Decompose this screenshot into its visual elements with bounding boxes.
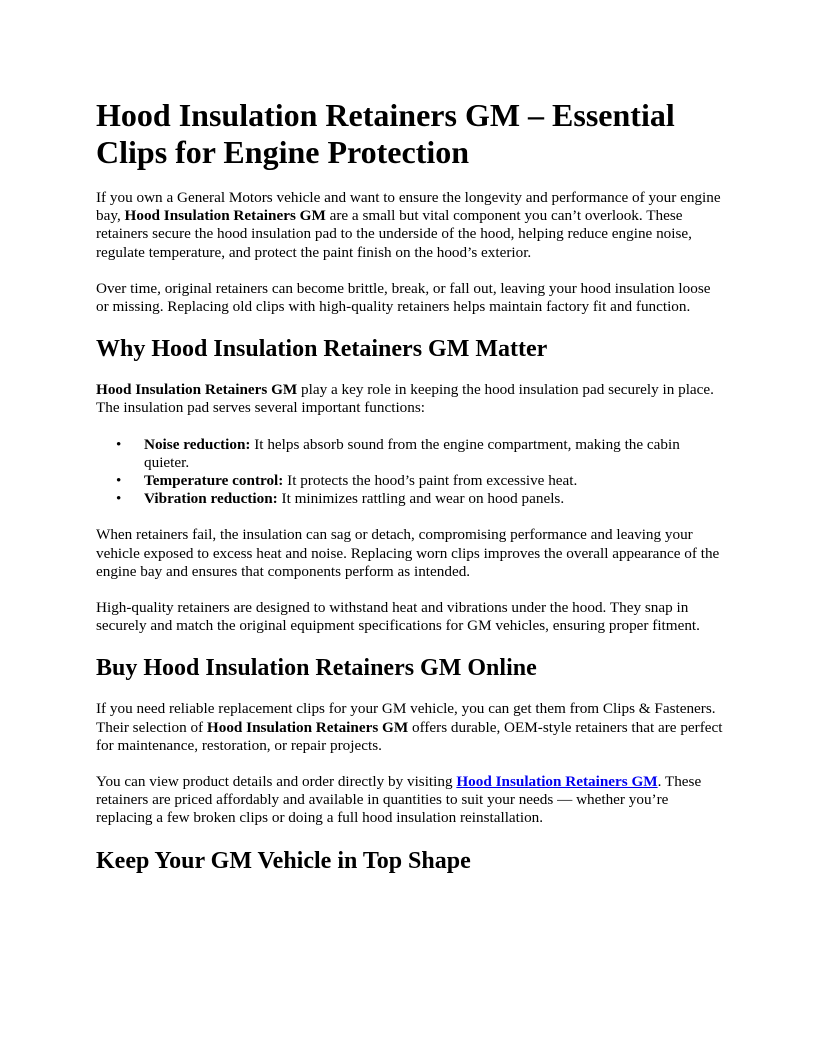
list-item-label: Vibration reduction:: [144, 490, 278, 508]
list-item: [96, 472, 726, 490]
buy-text-2: offers durable, OEM-style retainers that are perfect for maintenance, restoration, or repair projects.: [96, 718, 723, 754]
intro-paragraph-1: [96, 189, 726, 262]
benefits-list: [96, 436, 726, 509]
buy-paragraph-1: [96, 700, 726, 755]
list-item-text: It helps absorb sound from the engine compartment, making the cabin quieter.: [144, 435, 680, 471]
section-heading-keep: Keep Your GM Vehicle in Top Shape: [96, 847, 471, 874]
list-item: [96, 490, 726, 508]
why-paragraph-3: High-quality retainers are designed to withstand heat and vibrations under the hood. They snap in securely and match the original equipment specifications for GM vehicles, ensuring proper fitment.: [96, 599, 700, 635]
buy-text-3: You can view product details and order directly by visiting: [96, 773, 457, 791]
section-heading-why: Why Hood Insulation Retainers GM Matter: [96, 336, 548, 363]
buy-paragraph-2: [96, 773, 726, 828]
why-paragraph-1: [96, 381, 726, 417]
bullet-icon: •: [116, 435, 122, 453]
list-item-text: It protects the hood’s paint from excessive heat.: [283, 472, 578, 490]
why-bold-keyword: Hood Insulation Retainers GM: [96, 381, 298, 399]
list-item-label: Temperature control:: [144, 472, 284, 490]
bullet-icon: •: [116, 490, 122, 508]
document-page: [96, 97, 726, 875]
why-text-1: play a key role in keeping the hood insulation pad securely in place. The insulation pad serves several important functions:: [96, 381, 714, 417]
list-item: [96, 436, 726, 472]
intro-text-2: are a small but vital component you can’t overlook. These retainers secure the hood insulation pad to the underside of the hood, helping reduce engine noise, regulate temperature, and protect the paint finish on the hood’s exterior.: [96, 207, 692, 261]
list-item-label: Noise reduction:: [144, 435, 251, 453]
page-title: Hood Insulation Retainers GM – Essential Clips for Engine Protection: [96, 97, 675, 170]
section-heading-buy: Buy Hood Insulation Retainers GM Online: [96, 655, 537, 682]
intro-bold-keyword: Hood Insulation Retainers GM: [124, 207, 326, 225]
bullet-icon: •: [116, 472, 122, 490]
product-link[interactable]: Hood Insulation Retainers GM: [456, 773, 658, 791]
buy-bold-keyword: Hood Insulation Retainers GM: [206, 718, 409, 736]
buy-text-4: . These retainers are priced affordably and available in quantities to suit your needs — whether you’re replacing a few broken clips or doing a full hood insulation reinstallation.: [96, 773, 702, 827]
why-paragraph-2: When retainers fail, the insulation can sag or detach, compromising performance and leaving your vehicle exposed to excess heat and noise. Replacing worn clips improves the overall appearance of the engine bay and ensures that components perform as intended.: [96, 526, 720, 580]
intro-text-1: If you own a General Motors vehicle and want to ensure the longevity and performance of your engine bay,: [96, 189, 721, 225]
buy-text-1: If you need reliable replacement clips for your GM vehicle, you can get them from Clips & Fasteners. Their selection of: [96, 700, 716, 736]
intro-paragraph-2: Over time, original retainers can become brittle, break, or fall out, leaving your hood insulation loose or missing. Replacing old clips with high-quality retainers helps maintain factory fit and function.: [96, 279, 711, 316]
list-item-text: It minimizes rattling and wear on hood panels.: [277, 490, 565, 508]
